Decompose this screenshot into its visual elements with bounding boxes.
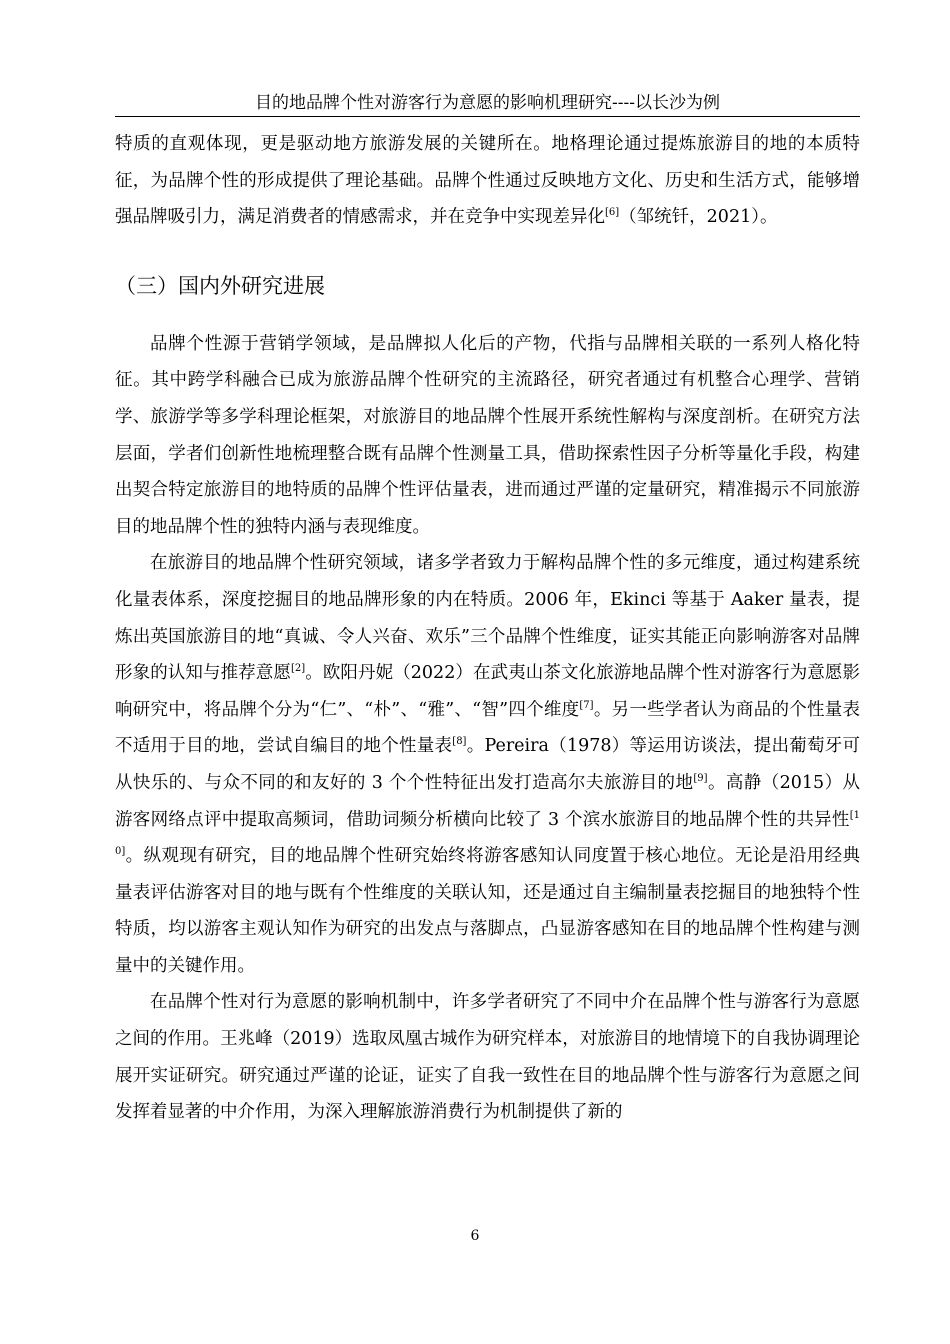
running-header: 目的地品牌个性对游客行为意愿的影响机理研究----以长沙为例: [255, 93, 720, 113]
page-number: 6: [470, 1228, 480, 1244]
citation-marker: [7]: [579, 699, 594, 711]
citation-marker: [2]: [290, 663, 306, 675]
citation-marker: [6]: [605, 207, 620, 219]
citation-marker: [9]: [693, 772, 708, 784]
paragraph: [115, 545, 860, 984]
body-content: [115, 126, 860, 1131]
paragraph-text: 特质的直观体现，更是驱动地方旅游发展的关键所在。地格理论通过提炼旅游目的地的本质特征，为品牌个性的形成提供了理论基础。品牌个性通过反映地方文化、历史和生活方式，能够增强品牌吸引力，满足消费者的情感需求，并在竞争中实现差异化: [115, 134, 860, 228]
paragraph: [115, 326, 860, 546]
paragraph-text: 。Pereira（1978）等运用访谈法，提出葡萄牙可从快乐的、与众不同的和友好的 3 个个性特征出发打造高尔夫旅游目的地: [115, 736, 861, 793]
citation-marker: [10]: [115, 809, 860, 858]
paragraph-text: 。高静（2015）从游客网络点评中提取高频词，借助词频分析横向比较了 3 个滨水旅游目的地品牌个性的共异性: [115, 772, 860, 830]
paragraph: [115, 984, 860, 1130]
paragraph-text: 在旅游目的地品牌个性研究领域，诸多学者致力于解构品牌个性的多元维度，通过构建系统化量表体系，深度挖掘目的地品牌形象的内在特质。2006 年，Ekinci 等基于 Aaker 量表，提炼出英国旅游目的地“真诚、令人兴奋、欢乐”三个品牌个性维度，证实其能正向影响游客对品牌形象的认知与推荐意愿: [115, 553, 860, 684]
paragraph-text: （邹统钎，2021）。: [619, 207, 778, 228]
section-heading: （三）国内外研究进展: [115, 273, 325, 298]
paragraph-text: 。欧阳丹妮（2022）在武夷山茶文化旅游地品牌个性对游客行为意愿影响研究中，将品牌个分为“仁”、“朴”、“雅”、“智”四个维度: [115, 663, 860, 720]
paragraph-text: 。纵观现有研究，目的地品牌个性研究始终将游客感知认同度置于核心地位。无论是沿用经典量表评估游客对目的地与既有个性维度的关联认知，还是通过自主编制量表挖掘目的地独特个性特质，均以游客主观认知作为研究的出发点与落脚点，凸显游客感知在目的地品牌个性构建与测量中的关键作用。: [115, 846, 860, 976]
paragraph: [115, 126, 860, 236]
paragraph-text: 。另一些学者认为商品的个性量表不适用于目的地，尝试自编目的地个性量表: [115, 699, 860, 757]
header-rule: [115, 116, 860, 117]
paragraph-text: 品牌个性源于营销学领域，是品牌拟人化后的产物，代指与品牌相关联的一系列人格化特征。其中跨学科融合已成为旅游品牌个性研究的主流路径，研究者通过有机整合心理学、营销学、旅游学等多学科理论框架，对旅游目的地品牌个性展开系统性解构与深度剖析。在研究方法层面，学者们创新性地梳理整合既有品牌个性测量工具，借助探索性因子分析等量化手段，构建出契合特定旅游目的地特质的品牌个性评估量表，进而通过严谨的定量研究，精准揭示不同旅游目的地品牌个性的独特内涵与表现维度。: [115, 333, 860, 537]
citation-marker: [8]: [452, 736, 467, 748]
paragraph-text: 在品牌个性对行为意愿的影响机制中，许多学者研究了不同中介在品牌个性与游客行为意愿之间的作用。王兆峰（2019）选取凤凰古城作为研究样本，对旅游目的地情境下的自我协调理论展开实证研究。研究通过严谨的论证，证实了自我一致性在目的地品牌个性与游客行为意愿之间发挥着显著的中介作用，为深入理解旅游消费行为机制提供了新的: [115, 992, 860, 1123]
